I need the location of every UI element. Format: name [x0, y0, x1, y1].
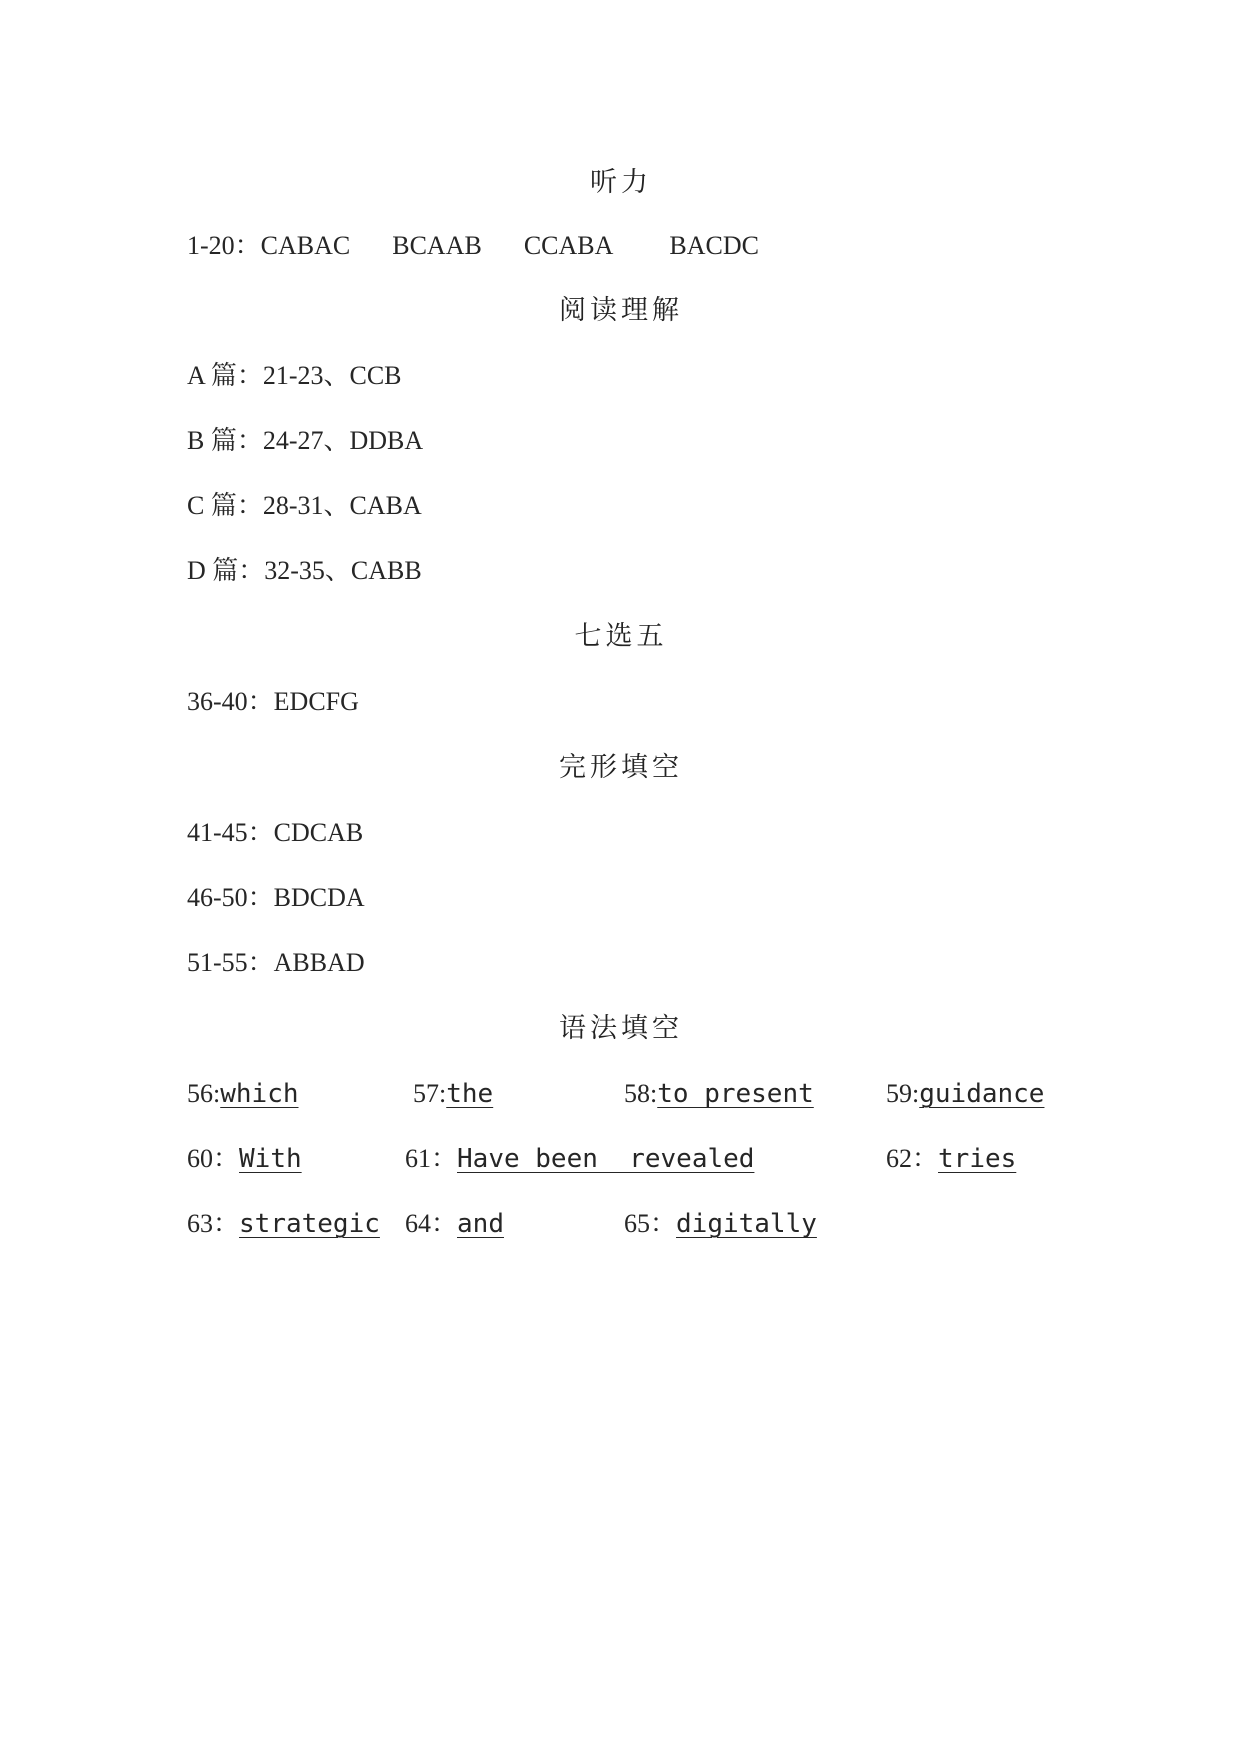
grammar-item-64: [405, 1206, 504, 1242]
seven-five-line: 36-40：EDCFG: [187, 687, 359, 716]
grammar-item-56: [187, 1076, 299, 1112]
grammar-answer: and: [457, 1209, 504, 1239]
grammar-answer: to present: [657, 1079, 814, 1109]
section-title-cloze: 完形填空: [559, 752, 683, 783]
grammar-answer: strategic: [239, 1209, 380, 1239]
listening-group-4: BACDC: [669, 231, 759, 260]
listening-group-2: BCAAB: [392, 231, 482, 260]
grammar-answer: which: [220, 1079, 299, 1109]
grammar-item-59: [886, 1076, 1044, 1112]
grammar-number: 57:: [413, 1079, 447, 1108]
grammar-answer: the: [446, 1079, 494, 1109]
grammar-number: 62：: [886, 1144, 939, 1173]
section-title-seven-five: 七选五: [574, 621, 668, 652]
cloze-line-2: 46-50：BDCDA: [187, 883, 365, 912]
grammar-number: 61：: [405, 1144, 458, 1173]
grammar-number: 64：: [405, 1209, 458, 1238]
grammar-number: 59:: [886, 1079, 920, 1108]
grammar-answer: Have been revealed: [457, 1144, 755, 1174]
grammar-number: 56:: [187, 1079, 221, 1108]
grammar-answer: guidance: [919, 1079, 1045, 1109]
grammar-item-58: [624, 1076, 814, 1112]
reading-line-a: A 篇：21-23、CCB: [187, 361, 402, 390]
listening-group-3: CCABA: [523, 231, 614, 260]
cloze-line-3: 51-55：ABBAD: [187, 948, 365, 977]
grammar-answer: With: [239, 1144, 302, 1174]
section-title-grammar: 语法填空: [559, 1013, 683, 1044]
reading-line-c: C 篇：28-31、CABA: [187, 491, 422, 520]
reading-line-b: B 篇：24-27、DDBA: [187, 426, 424, 455]
cloze-line-1: 41-45：CDCAB: [187, 818, 364, 847]
grammar-number: 65：: [624, 1209, 677, 1238]
grammar-number: 58:: [624, 1079, 658, 1108]
listening-group-1: CABAC: [260, 231, 351, 260]
grammar-answer: tries: [938, 1144, 1017, 1174]
grammar-answer: digitally: [676, 1209, 817, 1239]
grammar-item-62: [886, 1141, 1016, 1177]
grammar-item-57: [413, 1076, 493, 1112]
grammar-item-61: [405, 1141, 754, 1177]
grammar-item-65: [624, 1206, 817, 1242]
grammar-number: 60：: [187, 1144, 240, 1173]
grammar-item-63: [187, 1206, 380, 1242]
section-title-reading: 阅读理解: [559, 295, 683, 326]
section-title-listening: 听力: [590, 167, 652, 198]
grammar-item-60: [187, 1141, 302, 1177]
listening-answers-line: [187, 228, 759, 264]
listening-range: 1-20：: [187, 231, 261, 260]
reading-line-d: D 篇：32-35、CABB: [187, 556, 422, 585]
grammar-number: 63：: [187, 1209, 240, 1238]
